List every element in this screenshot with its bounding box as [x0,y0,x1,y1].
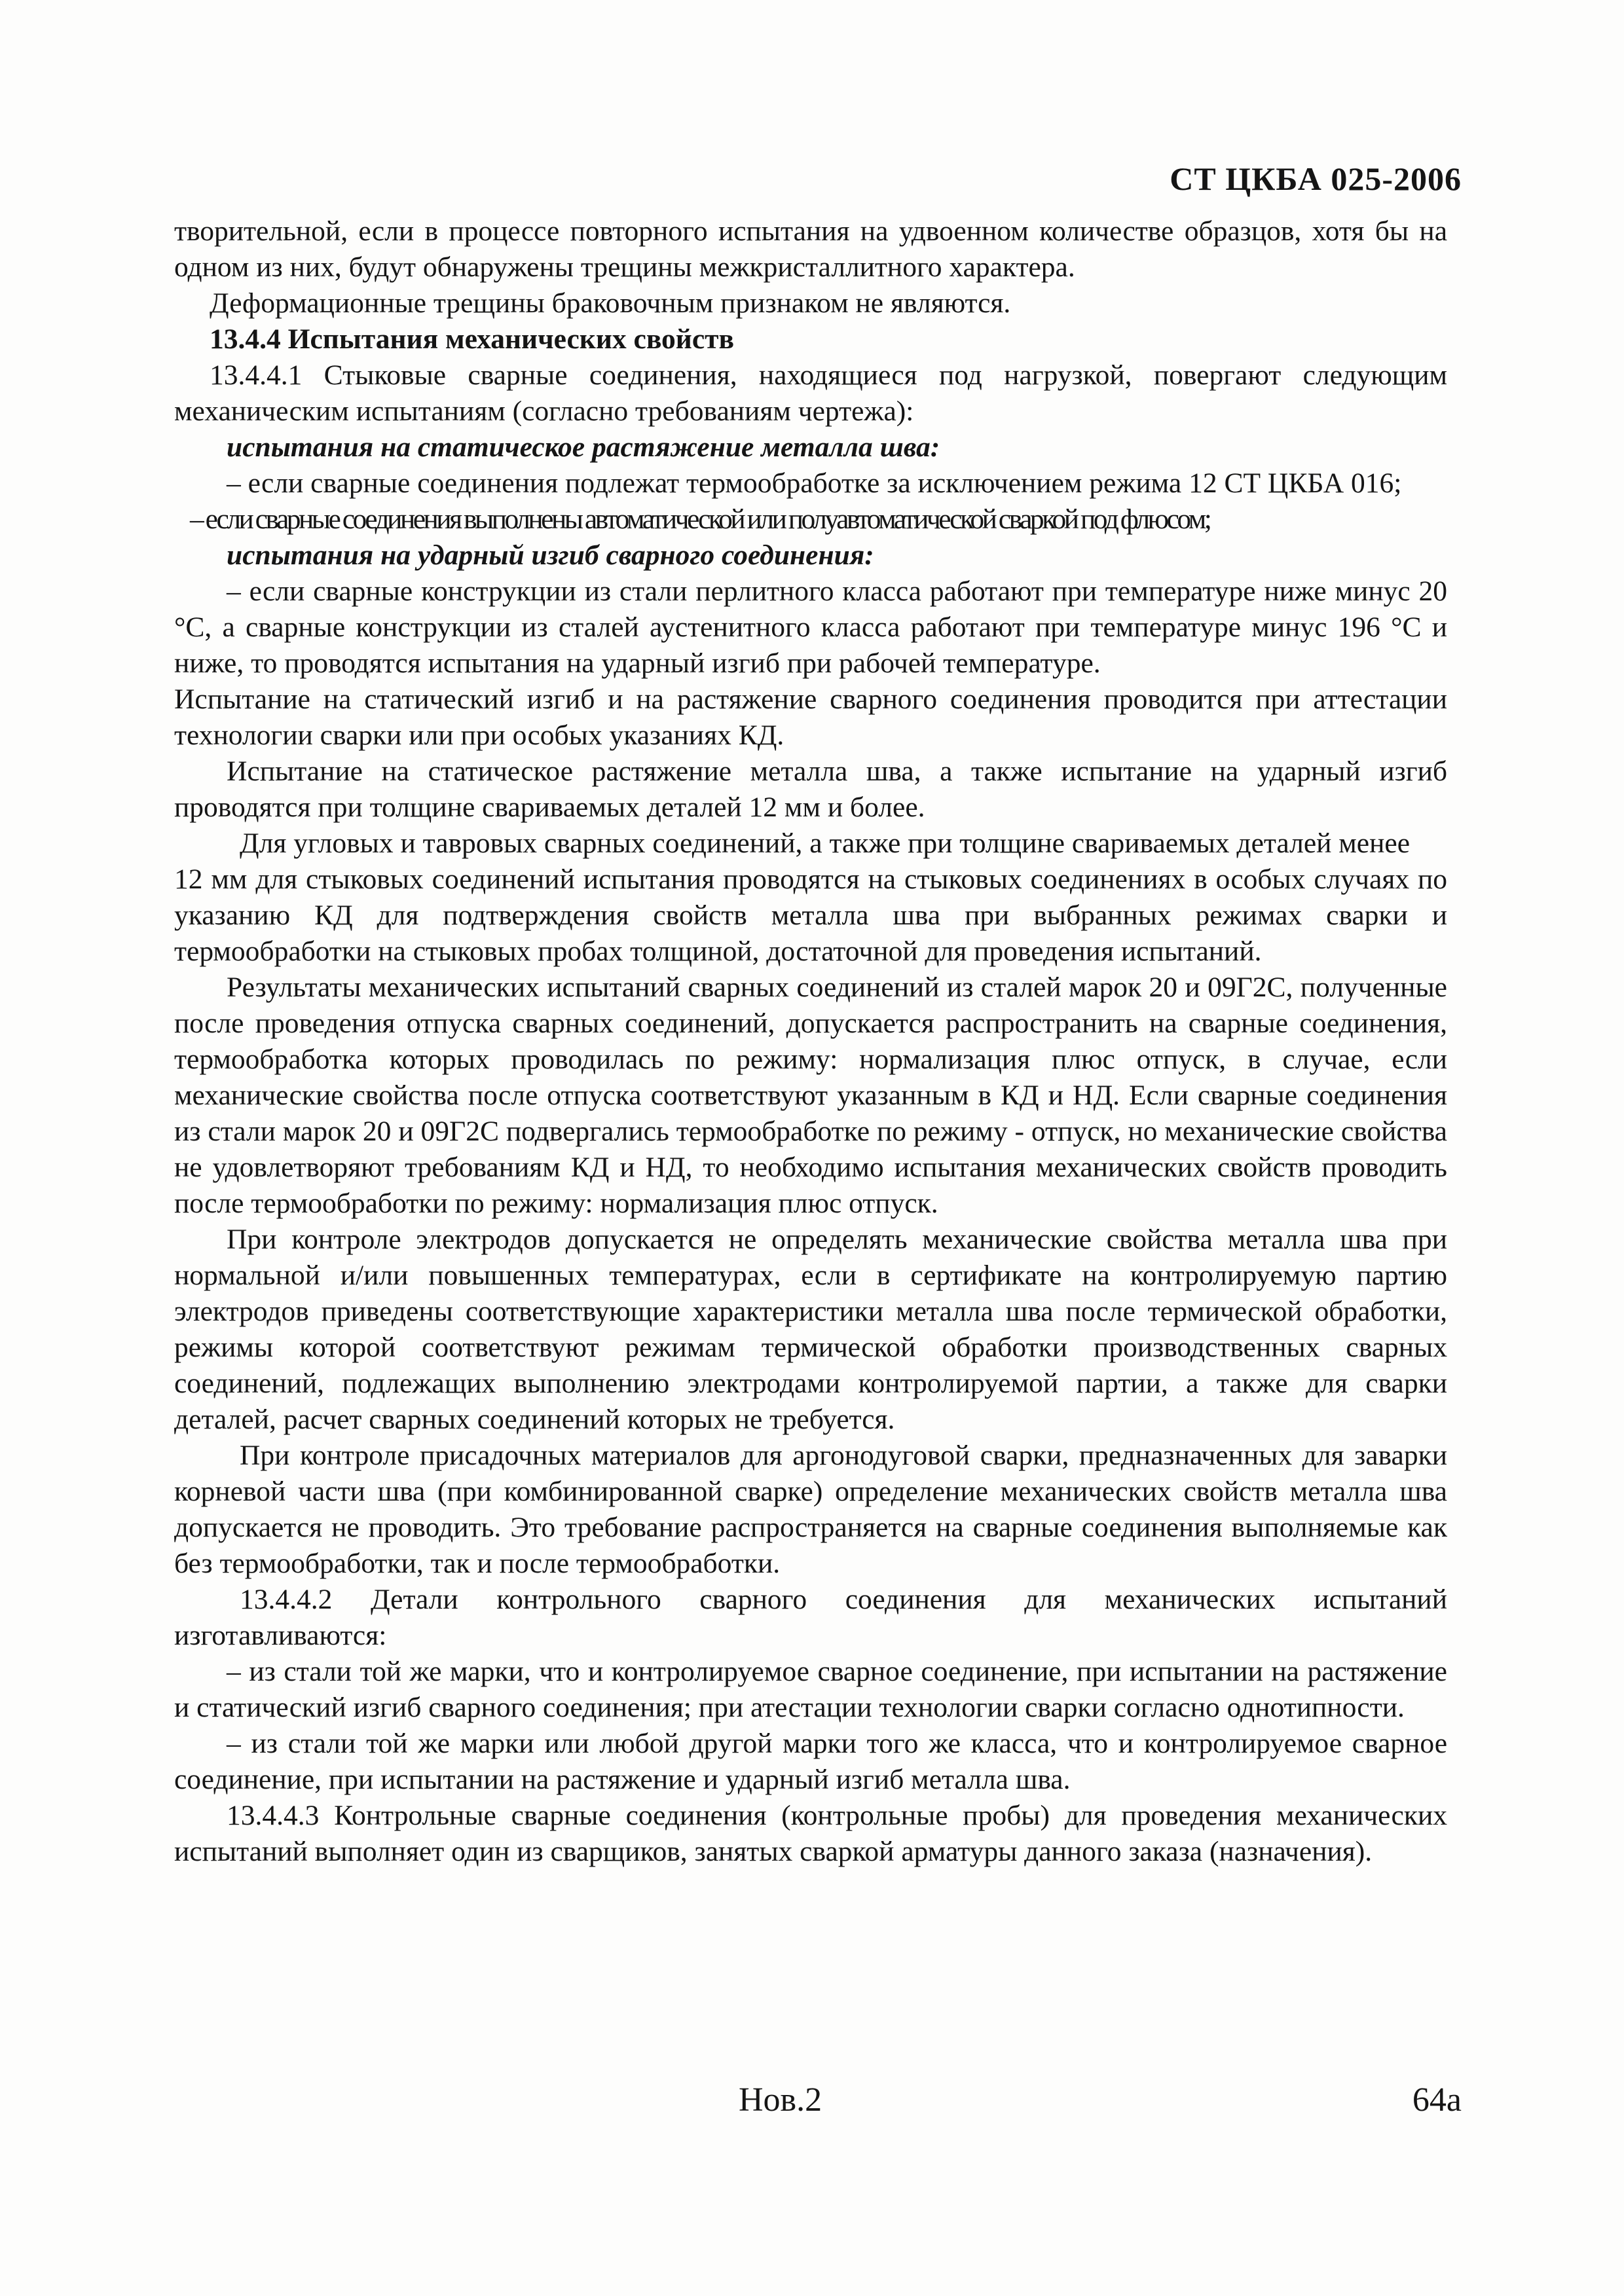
paragraph: Для угловых и тавровых сварных соединений, а также при толщине свариваемых деталей менее [240,828,1411,859]
list-item: – если сварные соединения выполнены автоматической или полуавтоматической сваркой под флюсом; [190,503,1210,535]
paragraph: При контроле электродов допускается не определять механические свойства металла шва при нормальной и/или повышенных температурах, если в сертификате на контролируемую партию электродов приведены соответствующие характеристики металла шва после термической обработки, режимы которой соответствуют режимам термической обработки производственных сварных соединений, подлежащих выполнению электродами контролируемой партии, а также для сварки деталей, расчет сварных соединений которых не требуется. [174,1224,1447,1435]
section-heading: 13.4.4 Испытания механических свойств [210,323,735,355]
document-body [174,213,1447,1870]
paragraph: 13.4.4.3 Контрольные сварные соединения (контрольные пробы) для проведения механических испытаний выполняет один из сварщиков, занятых сваркой арматуры данного заказа (назначения). [174,1800,1447,1867]
paragraph: Деформационные трещины браковочным признаком не являются. [210,287,1011,319]
list-item: – из стали той же марки или любой другой марки того же класса, что и контролируемое сварное соединение, при испытании на растяжение и ударный изгиб металла шва. [174,1728,1447,1795]
paragraph: При контроле присадочных материалов для аргонодуговой сварки, предназначенных для заварки корневой части шва (при комбинированной сварке) определение механических свойств металла шва допускается не проводить. Это требование распространяется на сварные соединения выполняемые как без термообработки, так и после термообработки. [174,1440,1447,1579]
list-item: – если сварные соединения подлежат термообработке за исключением режима 12 СТ ЦКБА 016; [227,467,1402,499]
document-code: СТ ЦКБА 025-2006 [1170,160,1462,197]
paragraph: 13.4.4.1 Стыковые сварные соединения, находящиеся под нагрузкой, повергают следующим механическим испытаниям (согласно требованиям чертежа): [174,359,1447,427]
edition-label: Нов.2 [739,2081,822,2119]
paragraph: Испытание на статическое растяжение металла шва, а также испытание на ударный изгиб проводятся при толщине свариваемых деталей 12 мм и более. [174,756,1447,823]
list-item: – из стали той же марки, что и контролируемое сварное соединение, при испытании на растяжение и статический изгиб сварного соединения; при атестации технологии сварки согласно однотипности. [174,1656,1447,1723]
paragraph: 12 мм для стыковых соединений испытания проводятся на стыковых соединениях в особых случаях по указанию КД для подтверждения свойств металла шва при выбранных режимах сварки и термообработки на стыковых пробах толщиной, достаточной для проведения испытаний. [174,864,1447,967]
list-heading: испытания на статическое растяжение металла шва: [227,431,940,463]
page-number: 64а [1412,2081,1462,2119]
list-heading: испытания на ударный изгиб сварного соединения: [227,539,874,571]
paragraph: Результаты механических испытаний сварных соединений из сталей марок 20 и 09Г2С, полученные после проведения отпуска сварных соединений, допускается распространить на сварные соединения, термообработка которых проводилась по режиму: нормализация плюс отпуск, в случае, если механические свойства после отпуска соответствуют указанным в КД и НД. Если сварные соединения из стали марок 20 и 09Г2С подвергались термообработке по режиму - отпуск, но механические свойства не удовлетворяют требованиям КД и НД, то необходимо испытания механических свойств проводить после термообработки по режиму: нормализация плюс отпуск. [174,972,1447,1219]
paragraph: Испытание на статический изгиб и на растяжение сварного соединения проводится при аттестации технологии сварки или при особых указаниях КД. [174,683,1447,751]
list-item: – если сварные конструкции из стали перлитного класса работают при температуре ниже минус 20 °С, а сварные конструкции из сталей аустенитного класса работают при температуре минус 196 °С и ниже, то проводятся испытания на ударный изгиб при рабочей температуре. [174,575,1447,679]
paragraph: 13.4.4.2 Детали контрольного сварного соединения для механических испытаний изготавливаются: [174,1584,1447,1651]
paragraph-continuation: творительной, если в процессе повторного испытания на удвоенном количестве образцов, хотя бы на одном из них, будут обнаружены трещины межкристаллитного характера. [174,215,1447,283]
